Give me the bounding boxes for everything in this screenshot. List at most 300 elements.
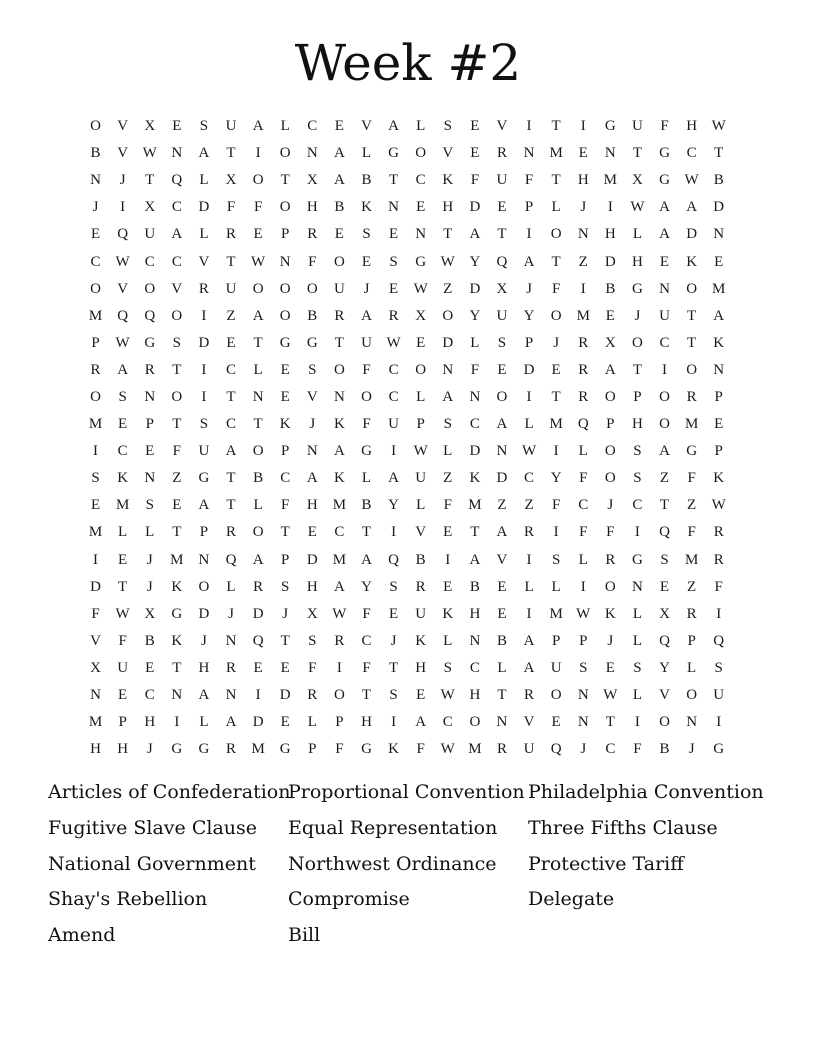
- grid-letter: U: [713, 687, 725, 704]
- grid-letter: U: [333, 280, 345, 297]
- grid-letter: M: [115, 497, 130, 514]
- grid-letter: U: [550, 659, 562, 676]
- grid-letter: S: [199, 118, 209, 135]
- grid-letter: R: [307, 226, 318, 243]
- grid-letter: F: [524, 172, 534, 189]
- grid-row: [82, 709, 742, 736]
- grid-letter: S: [551, 551, 561, 568]
- grid-letter: K: [171, 578, 183, 595]
- grid-letter: N: [171, 687, 183, 704]
- grid-letter: L: [361, 145, 372, 162]
- grid-letter: T: [497, 687, 507, 704]
- grid-letter: V: [442, 145, 454, 162]
- grid-letter: E: [605, 307, 615, 324]
- grid-letter: G: [171, 605, 183, 622]
- grid-letter: G: [171, 741, 183, 758]
- grid-letter: E: [659, 578, 670, 595]
- word-bank-item: Protective Tariff: [528, 852, 684, 875]
- grid-letter: E: [307, 524, 317, 541]
- grid-letter: O: [550, 226, 562, 243]
- grid-letter: F: [362, 361, 371, 378]
- grid-letter: H: [144, 714, 156, 731]
- grid-letter: T: [443, 226, 453, 243]
- grid-letter: P: [281, 551, 290, 568]
- grid-letter: K: [713, 470, 725, 487]
- grid-letter: L: [118, 524, 128, 541]
- grid-letter: C: [117, 443, 128, 460]
- grid-row: [82, 384, 742, 411]
- grid-letter: Y: [469, 253, 481, 270]
- grid-letter: N: [469, 388, 481, 405]
- grid-letter: C: [90, 253, 101, 270]
- grid-letter: G: [279, 741, 291, 758]
- grid-row: [82, 303, 742, 330]
- grid-row: [82, 438, 742, 465]
- grid-letter: A: [496, 416, 508, 433]
- grid-letter: X: [415, 307, 427, 324]
- grid-letter: A: [171, 226, 183, 243]
- grid-letter: C: [469, 416, 480, 433]
- grid-letter: I: [662, 361, 668, 378]
- grid-letter: F: [470, 361, 480, 378]
- grid-letter: M: [332, 497, 347, 514]
- grid-letter: Z: [659, 470, 670, 487]
- grid-letter: R: [524, 687, 535, 704]
- grid-letter: H: [469, 605, 481, 622]
- grid-letter: C: [334, 524, 345, 541]
- grid-letter: O: [415, 145, 427, 162]
- grid-letter: Q: [171, 172, 183, 189]
- grid-letter: P: [308, 741, 317, 758]
- grid-letter: P: [687, 632, 696, 649]
- grid-letter: J: [282, 605, 289, 622]
- word-bank-item: Northwest Ordinance: [288, 852, 497, 875]
- grid-letter: V: [496, 118, 508, 135]
- grid-letter: C: [578, 497, 589, 514]
- grid-letter: P: [145, 416, 154, 433]
- grid-letter: E: [172, 497, 182, 514]
- grid-letter: L: [145, 524, 155, 541]
- grid-letter: I: [580, 280, 586, 297]
- grid-letter: T: [714, 145, 724, 162]
- grid-letter: B: [361, 172, 372, 189]
- grid-letter: A: [604, 361, 616, 378]
- word-bank-item: Fugitive Slave Clause: [48, 816, 257, 839]
- grid-letter: R: [307, 687, 318, 704]
- grid-letter: S: [579, 659, 588, 676]
- grid-letter: M: [712, 280, 726, 297]
- grid-letter: P: [633, 388, 642, 405]
- grid-letter: W: [115, 253, 130, 270]
- grid-letter: T: [605, 714, 615, 731]
- grid-letter: H: [577, 172, 589, 189]
- grid-letter: R: [226, 741, 237, 758]
- word-bank-item: National Government: [48, 852, 256, 875]
- grid-letter: L: [632, 226, 642, 243]
- grid-letter: L: [632, 687, 642, 704]
- grid-letter: S: [389, 687, 398, 704]
- grid-letter: D: [496, 470, 508, 487]
- grid-letter: U: [496, 307, 508, 324]
- grid-letter: N: [225, 687, 237, 704]
- grid-row: [82, 682, 742, 709]
- grid-letter: A: [198, 687, 210, 704]
- grid-letter: D: [469, 280, 481, 297]
- grid-letter: O: [279, 199, 291, 216]
- grid-letter: U: [523, 741, 535, 758]
- grid-letter: N: [333, 388, 345, 405]
- grid-letter: M: [684, 416, 699, 433]
- grid-letter: L: [578, 443, 588, 460]
- grid-letter: Q: [117, 307, 129, 324]
- grid-letter: E: [416, 687, 426, 704]
- grid-letter: J: [201, 632, 207, 649]
- grid-letter: N: [279, 253, 291, 270]
- grid-letter: A: [198, 145, 210, 162]
- grid-row: [82, 547, 742, 574]
- word-bank: [48, 776, 788, 955]
- grid-letter: V: [415, 524, 427, 541]
- grid-letter: B: [605, 280, 616, 297]
- grid-letter: U: [415, 470, 427, 487]
- grid-letter: O: [90, 118, 101, 135]
- grid-letter: J: [526, 280, 532, 297]
- grid-letter: R: [144, 361, 155, 378]
- grid-letter: O: [550, 687, 562, 704]
- grid-letter: J: [580, 741, 587, 758]
- grid-letter: L: [416, 388, 426, 405]
- grid-letter: R: [686, 605, 697, 622]
- grid-letter: L: [497, 659, 507, 676]
- grid-letter: M: [88, 714, 103, 731]
- grid-letter: F: [335, 741, 344, 758]
- grid-letter: I: [201, 388, 207, 405]
- grid-letter: L: [361, 470, 372, 487]
- grid-letter: Z: [443, 280, 453, 297]
- grid-letter: A: [333, 578, 345, 595]
- grid-letter: I: [93, 443, 99, 460]
- grid-letter: L: [632, 605, 642, 622]
- grid-letter: M: [549, 605, 563, 622]
- grid-letter: E: [714, 416, 724, 433]
- grid-letter: M: [332, 551, 347, 568]
- grid-letter: O: [144, 280, 156, 297]
- grid-letter: O: [279, 307, 291, 324]
- grid-row: [82, 519, 742, 546]
- grid-letter: E: [551, 361, 561, 378]
- grid-letter: G: [632, 551, 643, 568]
- grid-letter: B: [713, 172, 724, 189]
- grid-letter: O: [659, 388, 670, 405]
- grid-letter: T: [226, 253, 236, 270]
- grid-letter: Y: [550, 470, 562, 487]
- grid-letter: M: [576, 307, 590, 324]
- grid-letter: U: [225, 118, 237, 135]
- grid-letter: A: [198, 497, 210, 514]
- grid-letter: V: [171, 280, 183, 297]
- grid-letter: O: [361, 388, 372, 405]
- grid-letter: E: [497, 199, 507, 216]
- grid-letter: Q: [388, 551, 399, 568]
- grid-letter: Q: [713, 632, 725, 649]
- grid-letter: O: [198, 578, 210, 595]
- grid-letter: W: [386, 334, 401, 351]
- grid-letter: S: [633, 659, 642, 676]
- grid-letter: T: [388, 659, 399, 676]
- grid-letter: F: [714, 578, 723, 595]
- grid-letter: A: [252, 307, 264, 324]
- grid-letter: Z: [524, 497, 534, 514]
- grid-letter: W: [115, 605, 130, 622]
- grid-letter: O: [171, 388, 183, 405]
- grid-letter: L: [443, 632, 453, 649]
- grid-letter: D: [713, 199, 725, 216]
- grid-letter: J: [390, 632, 397, 649]
- grid-letter: E: [253, 226, 263, 243]
- grid-letter: N: [388, 199, 399, 216]
- grid-letter: P: [524, 334, 534, 351]
- grid-letter: E: [497, 361, 507, 378]
- grid-letter: Z: [172, 470, 182, 487]
- grid-letter: A: [252, 551, 264, 568]
- grid-letter: A: [659, 443, 670, 460]
- grid-letter: P: [579, 632, 588, 649]
- grid-letter: X: [604, 334, 616, 351]
- grid-letter: O: [333, 361, 345, 378]
- grid-letter: K: [415, 632, 427, 649]
- grid-letter: E: [551, 714, 561, 731]
- grid-letter: S: [199, 416, 209, 433]
- grid-letter: B: [496, 632, 507, 649]
- grid-letter: H: [686, 118, 698, 135]
- grid-letter: O: [252, 280, 264, 297]
- grid-letter: M: [468, 497, 482, 514]
- grid-letter: K: [117, 470, 129, 487]
- grid-letter: C: [361, 632, 372, 649]
- grid-letter: N: [604, 145, 616, 162]
- grid-letter: S: [714, 659, 723, 676]
- grid-letter: J: [146, 578, 153, 595]
- grid-letter: B: [90, 145, 101, 162]
- grid-letter: V: [198, 253, 210, 270]
- grid-letter: M: [549, 145, 563, 162]
- grid-row: [82, 167, 742, 194]
- grid-letter: B: [253, 470, 264, 487]
- grid-letter: R: [334, 307, 345, 324]
- grid-letter: A: [252, 118, 264, 135]
- grid-letter: N: [225, 632, 237, 649]
- grid-letter: J: [309, 416, 316, 433]
- grid-letter: O: [252, 443, 264, 460]
- grid-letter: I: [201, 307, 207, 324]
- grid-letter: M: [468, 741, 482, 758]
- grid-letter: F: [551, 497, 561, 514]
- grid-letter: W: [142, 145, 157, 162]
- grid-letter: M: [88, 416, 103, 433]
- grid-letter: N: [144, 388, 156, 405]
- grid-letter: U: [144, 226, 156, 243]
- grid-letter: R: [496, 145, 507, 162]
- grid-letter: P: [714, 443, 723, 460]
- grid-letter: W: [440, 741, 455, 758]
- grid-letter: J: [146, 741, 153, 758]
- grid-letter: E: [118, 551, 128, 568]
- grid-letter: M: [88, 307, 103, 324]
- grid-letter: N: [171, 145, 183, 162]
- grid-letter: E: [280, 714, 290, 731]
- grid-letter: T: [632, 361, 642, 378]
- grid-letter: Z: [226, 307, 236, 324]
- grid-letter: T: [334, 334, 344, 351]
- grid-letter: E: [361, 253, 372, 270]
- grid-letter: N: [659, 280, 670, 297]
- grid-letter: I: [716, 605, 722, 622]
- grid-letter: Q: [252, 632, 264, 649]
- grid-letter: R: [90, 361, 101, 378]
- grid-letter: O: [632, 334, 643, 351]
- word-bank-item: Proportional Convention: [288, 781, 525, 803]
- grid-letter: V: [361, 118, 372, 135]
- grid-letter: T: [226, 470, 236, 487]
- grid-letter: I: [553, 524, 559, 541]
- grid-row: [82, 194, 742, 221]
- grid-letter: C: [605, 741, 616, 758]
- grid-letter: C: [632, 497, 643, 514]
- grid-letter: U: [415, 605, 427, 622]
- grid-letter: D: [523, 361, 535, 378]
- grid-letter: A: [306, 470, 318, 487]
- grid-letter: C: [171, 199, 182, 216]
- grid-letter: W: [521, 443, 537, 460]
- grid-letter: F: [551, 280, 561, 297]
- grid-letter: Z: [443, 470, 453, 487]
- grid-letter: Q: [659, 524, 670, 541]
- grid-letter: W: [332, 605, 347, 622]
- grid-letter: K: [279, 416, 291, 433]
- grid-letter: N: [577, 226, 589, 243]
- grid-letter: K: [333, 416, 345, 433]
- grid-letter: K: [442, 605, 454, 622]
- grid-letter: W: [684, 172, 699, 189]
- grid-letter: N: [686, 714, 698, 731]
- grid-letter: I: [255, 145, 261, 162]
- grid-letter: O: [333, 687, 345, 704]
- grid-letter: O: [442, 307, 454, 324]
- grid-letter: V: [117, 118, 129, 135]
- grid-letter: B: [334, 199, 345, 216]
- grid-letter: F: [416, 741, 425, 758]
- grid-letter: F: [660, 118, 669, 135]
- grid-letter: W: [440, 687, 455, 704]
- grid-letter: T: [280, 632, 290, 649]
- grid-letter: F: [308, 253, 317, 270]
- grid-letter: C: [659, 334, 670, 351]
- grid-letter: W: [630, 199, 645, 216]
- grid-letter: J: [228, 605, 234, 622]
- grid-letter: H: [198, 659, 210, 676]
- grid-letter: O: [306, 280, 318, 297]
- grid-letter: E: [280, 659, 290, 676]
- grid-letter: S: [443, 659, 452, 676]
- grid-letter: M: [251, 741, 265, 758]
- grid-letter: Q: [550, 741, 562, 758]
- grid-letter: J: [553, 334, 560, 351]
- grid-letter: T: [388, 172, 399, 189]
- grid-letter: S: [172, 334, 181, 351]
- grid-letter: X: [144, 118, 156, 135]
- grid-letter: H: [306, 199, 318, 216]
- grid-letter: C: [144, 687, 155, 704]
- grid-letter: K: [469, 470, 481, 487]
- grid-letter: T: [659, 497, 670, 514]
- grid-row: [82, 655, 742, 682]
- grid-letter: U: [388, 416, 399, 433]
- grid-letter: R: [713, 551, 724, 568]
- grid-letter: E: [388, 605, 399, 622]
- grid-letter: R: [686, 388, 697, 405]
- grid-letter: O: [469, 714, 481, 731]
- grid-letter: E: [334, 118, 344, 135]
- grid-letter: G: [713, 741, 725, 758]
- grid-letter: L: [551, 578, 561, 595]
- grid-letter: G: [306, 334, 318, 351]
- grid-letter: E: [90, 226, 101, 243]
- grid-letter: F: [579, 524, 588, 541]
- grid-letter: H: [632, 416, 643, 433]
- grid-letter: I: [174, 714, 180, 731]
- grid-letter: Y: [361, 578, 372, 595]
- grid-letter: F: [470, 172, 480, 189]
- grid-letter: J: [146, 551, 153, 568]
- grid-letter: X: [144, 199, 156, 216]
- grid-row: [82, 221, 742, 248]
- grid-letter: O: [279, 145, 291, 162]
- grid-letter: T: [551, 118, 561, 135]
- grid-letter: R: [226, 226, 237, 243]
- grid-letter: E: [714, 253, 724, 270]
- grid-letter: G: [604, 118, 616, 135]
- grid-letter: M: [684, 551, 699, 568]
- grid-letter: I: [526, 605, 532, 622]
- grid-letter: O: [415, 361, 427, 378]
- grid-letter: I: [445, 551, 451, 568]
- grid-letter: K: [604, 605, 616, 622]
- grid-letter: I: [120, 199, 126, 216]
- grid-letter: F: [91, 605, 100, 622]
- grid-letter: O: [604, 578, 616, 595]
- grid-letter: F: [172, 443, 181, 460]
- grid-letter: N: [496, 443, 508, 460]
- grid-letter: J: [607, 497, 614, 514]
- grid-letter: I: [391, 443, 397, 460]
- grid-letter: A: [333, 443, 345, 460]
- grid-letter: O: [604, 443, 616, 460]
- grid-letter: X: [144, 605, 156, 622]
- grid-letter: C: [524, 470, 535, 487]
- grid-letter: L: [687, 659, 697, 676]
- grid-row: [82, 736, 742, 763]
- grid-letter: I: [607, 199, 613, 216]
- grid-letter: T: [253, 334, 263, 351]
- grid-letter: C: [144, 253, 155, 270]
- grid-letter: T: [551, 388, 561, 405]
- grid-letter: S: [281, 578, 290, 595]
- grid-letter: F: [362, 659, 371, 676]
- word-bank-item: Philadelphia Convention: [528, 781, 764, 803]
- grid-letter: T: [253, 416, 263, 433]
- word-search-grid: [82, 113, 742, 763]
- grid-letter: H: [469, 687, 481, 704]
